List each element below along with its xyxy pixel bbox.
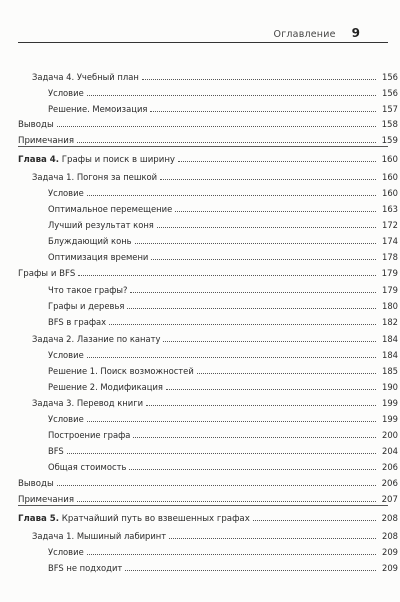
toc-entry-row bbox=[0, 202, 400, 216]
toc-page-number: 206 bbox=[381, 479, 398, 489]
toc-entry-title bbox=[0, 332, 160, 346]
toc-entry-title bbox=[0, 444, 64, 458]
toc-page-number: 184 bbox=[382, 350, 398, 360]
dot-leader bbox=[157, 227, 376, 228]
toc-entry-row bbox=[0, 412, 400, 426]
toc-entry-text: Примечания bbox=[18, 136, 74, 146]
toc-entry-text: Выводы bbox=[18, 479, 54, 489]
dot-leader bbox=[57, 126, 376, 127]
toc-entry-row bbox=[0, 444, 400, 458]
dot-leader bbox=[78, 275, 376, 276]
toc-entry-title bbox=[0, 299, 124, 313]
toc-page-number: 206 bbox=[382, 462, 398, 472]
toc-entry-text: Условие bbox=[48, 547, 84, 557]
toc-entry-title bbox=[0, 134, 74, 148]
toc-entry-row bbox=[0, 250, 400, 264]
dot-leader bbox=[197, 373, 376, 374]
toc-entry-text: Что такое графы? bbox=[48, 285, 128, 295]
toc-page-number: 200 bbox=[382, 430, 398, 440]
toc-entry-text: Примечания bbox=[18, 495, 74, 505]
toc-entry-text: Задача 2. Лазание по канату bbox=[32, 334, 161, 344]
toc-entry-row bbox=[0, 299, 400, 313]
toc-page-number: 159 bbox=[381, 136, 398, 146]
dot-leader bbox=[125, 570, 376, 571]
dot-leader bbox=[77, 142, 376, 143]
running-head bbox=[274, 26, 360, 40]
toc-entry-text: Лучший результат коня bbox=[48, 220, 154, 230]
chapter-label: Глава 5. bbox=[18, 514, 60, 524]
toc-entry-title bbox=[0, 234, 132, 248]
toc-page-number: 199 bbox=[382, 398, 398, 408]
toc-page-number: 207 bbox=[381, 495, 398, 505]
toc-entry-title bbox=[0, 364, 194, 378]
toc-entry-row bbox=[0, 86, 400, 100]
dot-leader bbox=[169, 538, 376, 539]
toc-page-number: 209 bbox=[382, 563, 398, 573]
toc-page-number: 158 bbox=[381, 120, 398, 130]
toc-entry-text: Блуждающий конь bbox=[48, 236, 132, 246]
toc-entry-title bbox=[0, 348, 84, 362]
toc-entry-row bbox=[0, 118, 400, 132]
running-head-title: Оглавление bbox=[273, 29, 336, 40]
toc-page-number: 163 bbox=[382, 204, 398, 214]
toc-page-number: 157 bbox=[382, 104, 398, 114]
toc-entry-text: Решение. Мемоизация bbox=[48, 104, 148, 114]
toc-entry-text: Выводы bbox=[18, 120, 54, 130]
toc-entry-text: Общая стоимость bbox=[48, 462, 127, 472]
toc-page-number: 199 bbox=[382, 414, 398, 424]
toc-entry-row bbox=[0, 102, 400, 116]
toc-entry-row bbox=[0, 561, 400, 575]
dot-leader bbox=[135, 243, 376, 244]
toc-entry-title bbox=[0, 186, 84, 200]
toc-entry-row bbox=[0, 70, 400, 84]
toc-page-number: 172 bbox=[382, 220, 398, 230]
toc-entry-row bbox=[0, 170, 400, 184]
toc-entry-text: Задача 4. Учебный план bbox=[32, 72, 139, 82]
dot-leader bbox=[87, 357, 376, 358]
dot-leader bbox=[109, 324, 376, 325]
toc-entry-row bbox=[0, 218, 400, 232]
toc-entry-title bbox=[0, 396, 143, 410]
toc-entry-text: Условие bbox=[48, 188, 84, 198]
toc-entry-title bbox=[0, 412, 84, 426]
toc-entry-text: Решение 2. Модификация bbox=[48, 382, 163, 392]
toc-page-number: 156 bbox=[382, 88, 398, 98]
toc-entry-title bbox=[0, 102, 147, 116]
toc-entry-row bbox=[0, 493, 400, 507]
toc-entry-row bbox=[0, 283, 400, 297]
toc-entry-title bbox=[0, 493, 74, 507]
toc-page-number: 174 bbox=[382, 236, 398, 246]
toc-entry-text: BFS в графах bbox=[48, 317, 107, 327]
dot-leader bbox=[129, 469, 376, 470]
toc-page-number: 182 bbox=[382, 317, 398, 327]
toc-entry-text: Графы и деревья bbox=[48, 301, 125, 311]
dot-leader bbox=[146, 405, 376, 406]
toc-chapter-row bbox=[0, 153, 400, 167]
toc-page-number: 160 bbox=[382, 188, 398, 198]
toc-entry-row bbox=[0, 396, 400, 410]
toc-entry-text: Задача 1. Погоня за пешкой bbox=[32, 172, 158, 182]
toc-entry-title bbox=[0, 202, 172, 216]
dot-leader bbox=[178, 161, 376, 162]
toc-entry-title bbox=[0, 477, 54, 491]
toc-entry-text: BFS bbox=[48, 446, 64, 456]
toc-entry-text: Задача 1. Мышиный лабиринт bbox=[32, 531, 167, 541]
toc-page-number: 179 bbox=[382, 285, 398, 295]
toc-entry-title bbox=[0, 561, 122, 575]
toc-entry-title bbox=[0, 283, 127, 297]
dot-leader bbox=[77, 501, 376, 502]
toc-entry-title bbox=[0, 380, 163, 394]
dot-leader bbox=[87, 95, 376, 96]
toc-entry-text: Условие bbox=[48, 88, 84, 98]
toc-entry-row bbox=[0, 234, 400, 248]
toc-entry-title bbox=[0, 153, 175, 167]
toc-entry-title bbox=[0, 70, 139, 84]
toc-entry-text: Условие bbox=[48, 414, 84, 424]
dot-leader bbox=[130, 292, 376, 293]
toc-page-number: 178 bbox=[382, 252, 398, 262]
toc-entry-row bbox=[0, 477, 400, 491]
toc-entry-title bbox=[0, 86, 84, 100]
toc-entry-row bbox=[0, 267, 400, 281]
dot-leader bbox=[127, 308, 376, 309]
toc-entry-text: Задача 3. Перевод книги bbox=[32, 398, 144, 408]
toc-chapter-row bbox=[0, 512, 400, 526]
toc-entry-title bbox=[0, 545, 84, 559]
toc-entry-row bbox=[0, 348, 400, 362]
toc-page-number: 184 bbox=[382, 334, 398, 344]
toc-entry-title bbox=[0, 170, 157, 184]
toc-entry-row bbox=[0, 529, 400, 543]
toc-entry-text: Графы и поиск в ширину bbox=[61, 155, 176, 165]
toc-page-number: 156 bbox=[382, 72, 398, 82]
dot-leader bbox=[87, 554, 376, 555]
page-number: 9 bbox=[351, 26, 360, 40]
toc-entry-row bbox=[0, 315, 400, 329]
toc-entry-title bbox=[0, 267, 75, 281]
header-rule bbox=[18, 42, 388, 43]
toc-entry-row bbox=[0, 134, 400, 148]
toc-entry-text: Оптимизация времени bbox=[48, 252, 149, 262]
toc-entry-title bbox=[0, 460, 126, 474]
toc-entry-text: Оптимальное перемещение bbox=[48, 204, 173, 214]
chapter-label: Глава 4. bbox=[18, 155, 60, 165]
toc-page-number: 208 bbox=[382, 531, 398, 541]
toc-entry-text: BFS не подходит bbox=[48, 563, 123, 573]
toc-entry-title bbox=[0, 218, 154, 232]
toc-page-number: 209 bbox=[382, 547, 398, 557]
dot-leader bbox=[253, 520, 376, 521]
toc-entry-title bbox=[0, 529, 166, 543]
dot-leader bbox=[160, 179, 376, 180]
dot-leader bbox=[166, 389, 376, 390]
dot-leader bbox=[87, 195, 376, 196]
toc-entry-text: Графы и BFS bbox=[18, 269, 76, 279]
toc-page-number: 160 bbox=[381, 155, 398, 165]
toc-page-number: 185 bbox=[382, 366, 398, 376]
toc-entry-text: Кратчайший путь во взвешенных графах bbox=[61, 514, 250, 524]
toc-entry-row bbox=[0, 364, 400, 378]
toc-entry-title bbox=[0, 250, 148, 264]
toc-entry-text: Решение 1. Поиск возможностей bbox=[48, 366, 194, 376]
toc-page-number: 208 bbox=[381, 514, 398, 524]
toc-entry-text: Условие bbox=[48, 350, 84, 360]
dot-leader bbox=[57, 485, 376, 486]
dot-leader bbox=[150, 111, 376, 112]
dot-leader bbox=[133, 437, 376, 438]
toc-entry-text: Построение графа bbox=[48, 430, 131, 440]
dot-leader bbox=[67, 453, 376, 454]
toc-entry-row bbox=[0, 545, 400, 559]
dot-leader bbox=[87, 421, 376, 422]
toc-entry-row bbox=[0, 332, 400, 346]
toc-page-number: 179 bbox=[381, 269, 398, 279]
toc-entry-row bbox=[0, 460, 400, 474]
toc-entry-row bbox=[0, 380, 400, 394]
dot-leader bbox=[163, 341, 376, 342]
dot-leader bbox=[142, 79, 376, 80]
toc-entry-title bbox=[0, 428, 130, 442]
toc-entry-row bbox=[0, 428, 400, 442]
dot-leader bbox=[175, 211, 376, 212]
toc-page-number: 160 bbox=[382, 172, 398, 182]
toc-entry-title bbox=[0, 118, 54, 132]
toc-page-number: 204 bbox=[382, 446, 398, 456]
dot-leader bbox=[151, 259, 376, 260]
toc-entry-title bbox=[0, 512, 250, 526]
toc-entry-row bbox=[0, 186, 400, 200]
toc-page-number: 190 bbox=[382, 382, 398, 392]
toc-page-number: 180 bbox=[382, 301, 398, 311]
toc-entry-title bbox=[0, 315, 106, 329]
